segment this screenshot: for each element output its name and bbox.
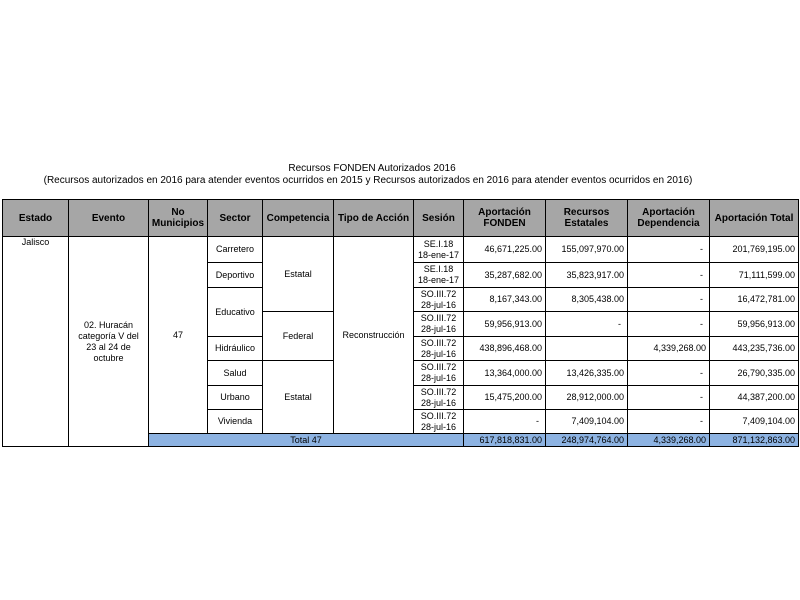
sector-cell: Educativo: [208, 288, 263, 337]
header-aportacion-total: Aportación Total: [710, 200, 799, 237]
aportacion-dependencia-cell: -: [628, 312, 710, 337]
sesion-date: 28-jul-16: [420, 299, 457, 310]
sesion-cell: [414, 337, 464, 361]
aportacion-fonden-cell: 13,364,000.00: [464, 361, 546, 386]
header-estado: Estado: [3, 200, 69, 237]
sesion-date: 28-jul-16: [420, 348, 457, 359]
sesion-date: 18-ene-17: [417, 275, 460, 285]
sector-cell: Vivienda: [208, 410, 263, 434]
sesion-code: SE.I.18: [423, 264, 454, 274]
recursos-estatales-cell: 8,305,438.00: [546, 288, 628, 312]
sesion-code: SO.III.72: [420, 410, 457, 421]
table-row: [3, 237, 799, 263]
sesion-date: 28-jul-16: [420, 421, 457, 432]
aportacion-total-cell: 26,790,335.00: [710, 361, 799, 386]
report-title: Recursos FONDEN Autorizados 2016: [288, 163, 456, 174]
header-no-municipios: No Municipios: [149, 200, 208, 237]
sector-cell: Hidráulico: [208, 337, 263, 361]
report-subtitle: (Recursos autorizados en 2016 para atender eventos ocurridos en 2015 y Recursos autorizados en 2016 para atender eventos ocurridos en 2016): [43, 175, 693, 186]
recursos-estatales-cell: [546, 337, 628, 361]
sesion-date: 28-jul-16: [420, 324, 457, 334]
sesion-code: SO.III.72: [420, 386, 457, 397]
recursos-estatales-cell: 7,409,104.00: [546, 410, 628, 434]
recursos-estatales-cell: 155,097,970.00: [546, 237, 628, 263]
header-competencia: Competencia: [263, 200, 334, 237]
sesion-cell: [414, 237, 464, 263]
sesion-date: 28-jul-16: [420, 397, 457, 408]
header-aportacion-fonden: Aportación FONDEN: [464, 200, 546, 237]
total-aportacion-fonden: 617,818,831.00: [464, 434, 546, 447]
sesion-date: 18-ene-17: [417, 249, 460, 260]
aportacion-total-cell: 71,111,599.00: [710, 263, 799, 288]
aportacion-dependencia-cell: 4,339,268.00: [628, 337, 710, 361]
recursos-estatales-cell: 13,426,335.00: [546, 361, 628, 386]
aportacion-total-cell: 443,235,736.00: [710, 337, 799, 361]
estado-cell: Jalisco: [3, 237, 69, 447]
sesion-code: SO.III.72: [420, 313, 457, 323]
header-tipo-de-accion: Tipo de Acción: [334, 200, 414, 237]
header-aportacion-dependencia: Aportación Dependencia: [628, 200, 710, 237]
sesion-cell: [414, 386, 464, 410]
sesion-code: SE.I.18: [423, 238, 454, 249]
sesion-cell: [414, 410, 464, 434]
aportacion-fonden-cell: 15,475,200.00: [464, 386, 546, 410]
header-recursos-estatales: Recursos Estatales: [546, 200, 628, 237]
aportacion-total-cell: 44,387,200.00: [710, 386, 799, 410]
aportacion-fonden-cell: 438,896,468.00: [464, 337, 546, 361]
sesion-cell: [414, 263, 464, 288]
aportacion-total-cell: 16,472,781.00: [710, 288, 799, 312]
sesion-cell: [414, 361, 464, 386]
competencia-cell: Estatal: [263, 237, 334, 312]
aportacion-fonden-cell: -: [464, 410, 546, 434]
fonden-resources-table: [2, 199, 799, 447]
no-municipios-cell: 47: [149, 237, 208, 434]
header-sesion: Sesión: [414, 200, 464, 237]
aportacion-total-cell: 201,769,195.00: [710, 237, 799, 263]
competencia-cell: Estatal: [263, 361, 334, 434]
total-aportacion-dependencia: 4,339,268.00: [628, 434, 710, 447]
header-sector: Sector: [208, 200, 263, 237]
aportacion-fonden-cell: 35,287,682.00: [464, 263, 546, 288]
sesion-cell: [414, 312, 464, 337]
aportacion-dependencia-cell: -: [628, 361, 710, 386]
total-label: Total 47: [149, 434, 464, 447]
sesion-date: 28-jul-16: [420, 373, 457, 383]
sesion-code: SO.III.72: [420, 337, 457, 348]
sesion-code: SO.III.72: [420, 362, 457, 372]
tipo-de-accion-cell: Reconstrucción: [334, 237, 414, 434]
table-header-row: [3, 200, 799, 237]
aportacion-dependencia-cell: -: [628, 386, 710, 410]
sector-cell: Urbano: [208, 386, 263, 410]
aportacion-dependencia-cell: -: [628, 410, 710, 434]
aportacion-dependencia-cell: -: [628, 237, 710, 263]
aportacion-dependencia-cell: -: [628, 288, 710, 312]
total-aportacion-total: 871,132,863.00: [710, 434, 799, 447]
sector-cell: Deportivo: [208, 263, 263, 288]
aportacion-total-cell: 7,409,104.00: [710, 410, 799, 434]
aportacion-dependencia-cell: -: [628, 263, 710, 288]
recursos-estatales-cell: 35,823,917.00: [546, 263, 628, 288]
recursos-estatales-cell: -: [546, 312, 628, 337]
competencia-cell: Federal: [263, 312, 334, 361]
sesion-cell: [414, 288, 464, 312]
sesion-code: SO.III.72: [420, 288, 457, 299]
sector-cell: Salud: [208, 361, 263, 386]
aportacion-fonden-cell: 59,956,913.00: [464, 312, 546, 337]
evento-cell: 02. Huracán categoría V del 23 al 24 de octubre: [69, 237, 149, 447]
recursos-estatales-cell: 28,912,000.00: [546, 386, 628, 410]
aportacion-fonden-cell: 46,671,225.00: [464, 237, 546, 263]
total-recursos-estatales: 248,974,764.00: [546, 434, 628, 447]
aportacion-fonden-cell: 8,167,343.00: [464, 288, 546, 312]
header-evento: Evento: [69, 200, 149, 237]
aportacion-total-cell: 59,956,913.00: [710, 312, 799, 337]
sector-cell: Carretero: [208, 237, 263, 263]
